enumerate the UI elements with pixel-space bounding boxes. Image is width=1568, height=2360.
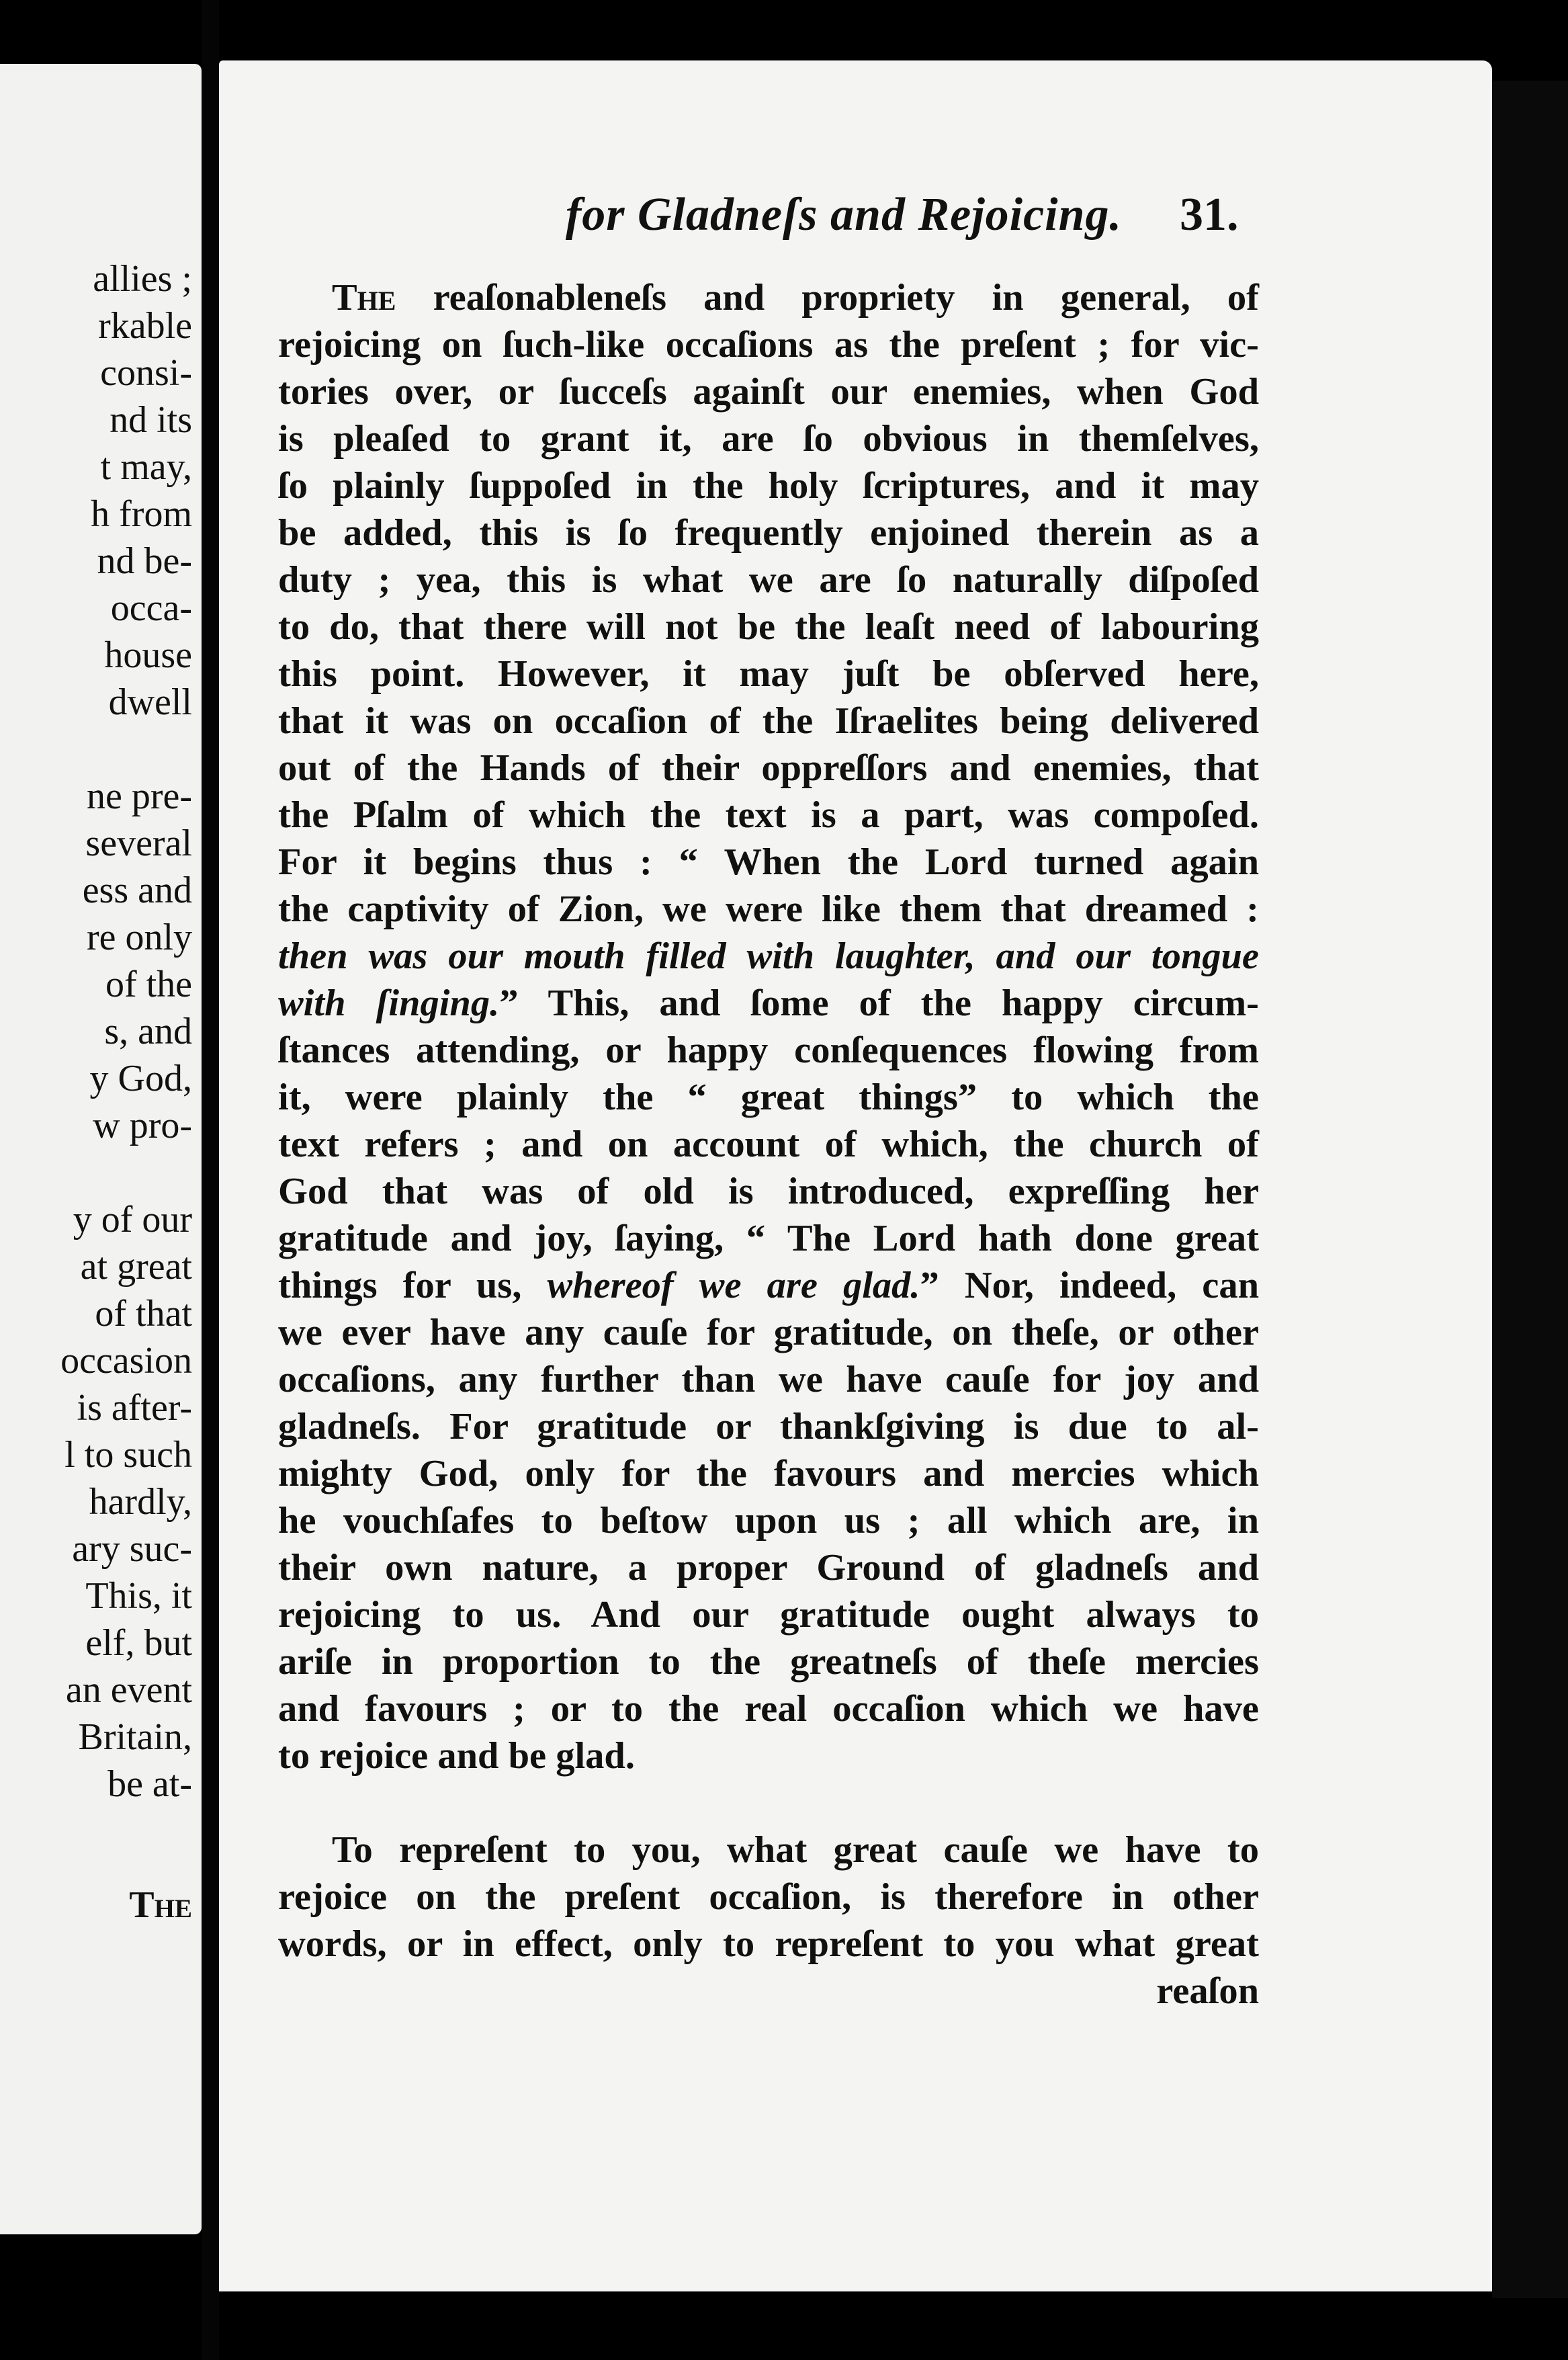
facing-page-line: be at-: [107, 1763, 192, 1805]
facing-page-line: house: [104, 634, 192, 676]
text-line: rejoice on the preſent occaſion, is therefore in other: [278, 1876, 1259, 1918]
text-line: we ever have any cauſe for gratitude, on theſe, or other: [278, 1312, 1259, 1353]
text-line: to do, that there will not be the leaſt need of labouring: [278, 606, 1259, 648]
text-line: text refers ; and on account of which, the church of: [278, 1124, 1259, 1165]
paragraph-gap: [278, 1779, 1259, 1826]
facing-page-line: h from: [91, 493, 192, 535]
facing-page-line: an event: [65, 1669, 192, 1711]
facing-page-fragment: [0, 64, 202, 2234]
text-line: is pleaſed to grant it, are ſo obvious in themſelves,: [278, 418, 1259, 460]
text-line: the Pſalm of which the text is a part, was compoſed.: [278, 794, 1259, 836]
facing-page-line: re only: [86, 917, 192, 958]
facing-page-line: consi-: [100, 352, 192, 394]
body-text: [278, 274, 1259, 2015]
main-page: [219, 60, 1492, 2291]
running-title: for Gladneſs and Rejoicing.: [565, 189, 1123, 241]
page-edge-shadow: [1492, 81, 1568, 2298]
facing-page-line: ess and: [82, 870, 192, 911]
facing-page-line: y of our: [73, 1199, 192, 1240]
facing-page-line: ne pre-: [86, 775, 192, 817]
text-line: their own nature, a proper Ground of gladneſs and: [278, 1547, 1259, 1589]
text-line: be added, this is ſo frequently enjoined therein as a: [278, 512, 1259, 554]
text-line: For it begins thus : “ When the Lord turned again: [278, 841, 1259, 883]
text-line: out of the Hands of their oppreſſors and enemies, that: [278, 747, 1259, 789]
text-line: The reaſonableneſs and propriety in general, of: [332, 277, 1259, 319]
facing-page-line: at great: [80, 1246, 192, 1288]
text-line: ſtances attending, or happy conſequences flowing from: [278, 1029, 1259, 1071]
text-line: rejoicing to us. And our gratitude ought always to: [278, 1594, 1259, 1636]
facing-page-line: is after-: [77, 1387, 192, 1429]
facing-page-line: This, it: [85, 1575, 192, 1617]
text-line: to rejoice and be glad.: [278, 1735, 635, 1777]
text-line: the captivity of Zion, we were like them that dreamed :: [278, 888, 1259, 930]
text-line: rejoicing on ſuch-like occaſions as the preſent ; for vic-: [278, 324, 1259, 366]
text-line: duty ; yea, this is what we are ſo naturally diſpoſed: [278, 559, 1259, 601]
facing-page-line: w pro-: [93, 1105, 192, 1146]
text-line: words, or in effect, only to repreſent to you what great: [278, 1923, 1259, 1965]
page-number: 31.: [1180, 189, 1239, 241]
text-line: ſo plainly ſuppoſed in the holy ſcriptures, and it may: [278, 465, 1259, 507]
facing-page-line: several: [85, 823, 192, 864]
text-line-italic: then was our mouth filled with laughter, and our tongue: [278, 935, 1259, 977]
facing-page-line: occa-: [110, 587, 192, 629]
facing-page-line: elf, but: [85, 1622, 192, 1664]
facing-page-line: hardly,: [89, 1481, 192, 1523]
facing-page-line: dwell: [108, 681, 192, 723]
text-line: To repreſent to you, what great cauſe we have to: [332, 1829, 1259, 1871]
text-line: tories over, or ſucceſs againſt our enemies, when God: [278, 371, 1259, 413]
text-line: mighty God, only for the favours and mercies which: [278, 1453, 1259, 1494]
facing-page-line: l to such: [64, 1434, 192, 1476]
text-line: and favours ; or to the real occaſion which we have: [278, 1688, 1259, 1730]
facing-page-line: y God,: [89, 1058, 192, 1099]
facing-page-line: of the: [105, 964, 192, 1005]
text-line: gladneſs. For gratitude or thankſgiving is due to al-: [278, 1406, 1259, 1447]
text-line: things for us, whereof we are glad.” Nor, indeed, can: [278, 1265, 1259, 1306]
facing-page-line: ary suc-: [72, 1528, 192, 1570]
facing-page-line: rkable: [98, 305, 192, 347]
text-line: gratitude and joy, ſaying, “ The Lord hath done great: [278, 1218, 1259, 1259]
facing-page-line: allies ;: [93, 258, 192, 300]
text-line: it, were plainly the “ great things” to which the: [278, 1077, 1259, 1118]
text-line: he vouchſafes to beſtow upon us ; all which are, in: [278, 1500, 1259, 1542]
facing-page-line: t may,: [100, 446, 192, 488]
facing-page-line: The: [129, 1884, 192, 1926]
facing-page-line: nd its: [110, 399, 192, 441]
text-line: that it was on occaſion of the Iſraelites being delivered: [278, 700, 1259, 742]
facing-page-line: occasion: [60, 1340, 192, 1382]
facing-page-line: nd be-: [97, 540, 192, 582]
facing-page-line: of that: [95, 1293, 192, 1335]
text-line: God that was of old is introduced, expreſſing her: [278, 1171, 1259, 1212]
book-gutter: [202, 0, 219, 2360]
facing-page-line: s, and: [104, 1011, 192, 1052]
text-line: occaſions, any further than we have cauſe for joy and: [278, 1359, 1259, 1400]
catchword: reaſon: [1156, 1970, 1259, 2012]
facing-page-line: Britain,: [78, 1716, 192, 1758]
text-line: with ſinging.” This, and ſome of the happy circum-: [278, 982, 1259, 1024]
opening-word: The: [332, 277, 396, 319]
text-line: this point. However, it may juſt be obſerved here,: [278, 653, 1259, 695]
text-line: ariſe in proportion to the greatneſs of theſe mercies: [278, 1641, 1259, 1683]
